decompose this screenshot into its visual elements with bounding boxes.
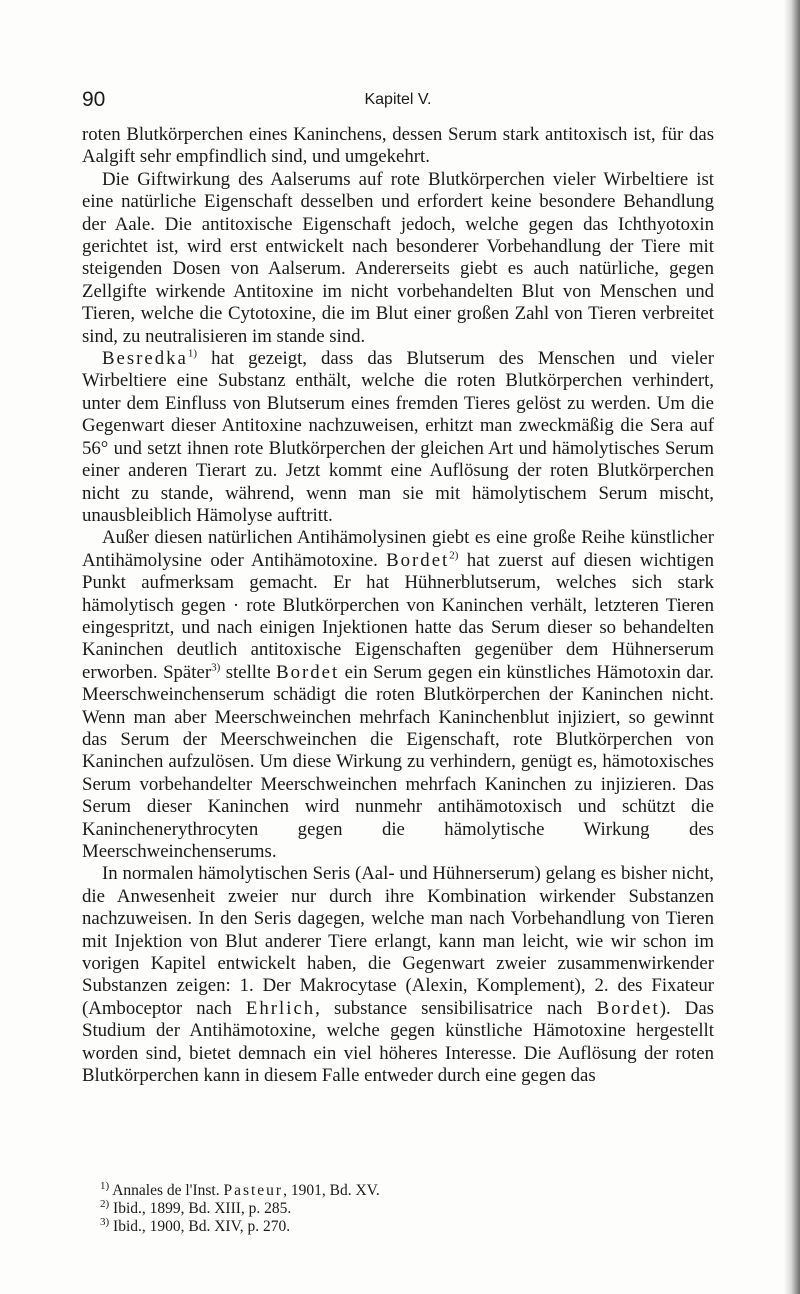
paragraph-4 bbox=[82, 527, 714, 863]
footnote-mark: 1) bbox=[100, 1179, 110, 1192]
paragraph-4-text-a: Außer diesen natürlichen Antihämolysinen giebt es eine große Reihe künstlicher Antihämolysine oder Antihämotoxine. bbox=[82, 527, 714, 571]
paragraph-5-text-b: , substance sensibilisatrice nach bbox=[315, 997, 597, 1019]
footnote-text: Annales de l'Inst. bbox=[109, 1182, 224, 1199]
running-head: Kapitel V. bbox=[364, 91, 432, 108]
paragraph-5 bbox=[82, 863, 714, 1087]
footnote-text: Ibid., 1900, Bd. XIV, p. 270. bbox=[109, 1218, 291, 1235]
page-edge-shadow bbox=[784, 0, 800, 1294]
page-number: 90 bbox=[82, 88, 106, 111]
footnote-mark: 2) bbox=[100, 1197, 110, 1210]
footnote-text: Ibid., 1899, Bd. XIII, p. 285. bbox=[109, 1200, 292, 1217]
author-ehrlich: Ehrlich bbox=[245, 997, 316, 1019]
page-header bbox=[82, 88, 714, 112]
paragraph-4-text-c: stellte bbox=[220, 661, 277, 683]
paragraph-3 bbox=[82, 348, 714, 527]
footnote-ref-1: 1) bbox=[187, 347, 198, 360]
paragraph-4-text-d: ein Serum gegen ein künstliches Hämotoxin dar. Meerschweinchenserum schädigt die roten Blutkörperchen der Kaninchen nicht. Wenn man aber Meerschweinchen mehrfach Kaninchenblut injiziert, so gewinnt das Serum der Meerschweinchen die Eigenschaft, rote Blutkörperchen von Kaninchen aufzulösen. Um diese Wirkung zu verhindern, genügt es, hämotoxisches Serum vorbehandelter Meerschweinchen mehrfach Kaninchen zu injizieren. Das Serum dieser Kaninchen wird nunmehr antihämotoxisch und schützt die Kaninchenerythrocyten gegen die hämolytische Wirkung des Meerschweinchenserums. bbox=[82, 661, 714, 862]
paragraph-3-text: hat gezeigt, dass das Blutserum des Menschen und vieler Wirbeltiere eine Substanz enthält, welche die roten Blutkörperchen verhindert, unter dem Einfluss von Blutserum eines fremden Tieres gelöst zu werden. Um die Gegenwart dieser Antitoxine nachzuweisen, erhitzt man zweckmäßig die Sera auf 56° und setzt ihnen rote Blutkörperchen der gleichen Art und hämolytisches Serum einer anderen Tierart zu. Jetzt kommt eine Auflösung der roten Blutkörperchen nicht zu stande, während, wenn man sie mit hämolytischem Serum mischt, unausbleiblich Hämolyse auftritt. bbox=[82, 348, 714, 526]
body-text bbox=[82, 124, 714, 1087]
paragraph-1: roten Blutkörperchen eines Kaninchens, dessen Serum stark antitoxisch ist, für das Aalgift sehr empfindlich sind, und umgekehrt. bbox=[82, 124, 714, 168]
paragraph-5-text-c: ). Das Studium der Antihämotoxine, welche gegen künstliche Hämotoxine hergestellt worden sind, bietet demnach ein viel höheres Interesse. Die Auflösung der roten Blutkörperchen kann in diesem Falle entweder durch eine gegen das bbox=[82, 997, 714, 1087]
footnote-ref-2: 2) bbox=[449, 549, 459, 562]
author-bordet: Bordet bbox=[386, 549, 450, 571]
author-bordet: Bordet bbox=[596, 997, 660, 1019]
footnote-ref-3: 3) bbox=[211, 661, 221, 674]
footnote-3 bbox=[100, 1215, 700, 1236]
paragraph-4-text-b: hat zuerst auf diesen wichtigen Punkt aufmerksam gemacht. Er hat Hühnerblutserum, welches sich stark hämolytisch gegen · rote Blutkörperchen von Kaninchen verhält, letzteren Tieren eingespritzt, und nach einigen Injektionen hatte das Serum dieser so behandelten Kaninchen deutlich antitoxische Eigenschaften gegenüber dem Hühnerserum erworben. Später bbox=[82, 549, 714, 683]
footnote-author: Pasteur bbox=[223, 1182, 284, 1199]
paragraph-5-text-a: In normalen hämolytischen Seris (Aal- und Hühnerserum) gelang es bisher nicht, die Anwesenheit zweier nur durch ihre Kombination wirkender Substanzen nachzuweisen. In den Seris dagegen, welche man nach Vorbehandlung von Tieren mit Injektion von Blut anderer Tiere erlangt, kann man leicht, wie wir schon im vorigen Kapitel entwickelt haben, die Gegenwart zweier zusammenwirkender Substanzen zeigen: 1. Der Makrocytase (Alexin, Komplement), 2. des Fixateur (Amboceptor nach bbox=[82, 863, 714, 1019]
footnote-2 bbox=[100, 1197, 700, 1218]
paragraph-2: Die Giftwirkung des Aalserums auf rote Blutkörperchen vieler Wirbeltiere ist eine natürliche Eigenschaft desselben und erfordert keine besondere Behandlung der Aale. Die antitoxische Eigenschaft jedoch, welche gegen das Ichthyotoxin gerichtet ist, wird erst entwickelt nach besonderer Vorbehandlung der Tiere mit steigenden Dosen von Aalserum. Andererseits giebt es auch natürliche, gegen Zellgifte wirkende Antitoxine im nicht vorbehandelten Blut von Menschen und Tieren, welche die Cytotoxine, die im Blut einer großen Zahl von Tieren verbreitet sind, zu neutralisieren im stande sind. bbox=[82, 168, 714, 347]
footnote-text: , 1901, Bd. XV. bbox=[283, 1182, 380, 1199]
author-bordet: Bordet bbox=[276, 661, 340, 683]
footnote-mark: 3) bbox=[100, 1215, 110, 1228]
footnotes bbox=[100, 1179, 700, 1236]
author-besredka: Besredka bbox=[102, 348, 188, 370]
footnote-1 bbox=[100, 1179, 700, 1200]
